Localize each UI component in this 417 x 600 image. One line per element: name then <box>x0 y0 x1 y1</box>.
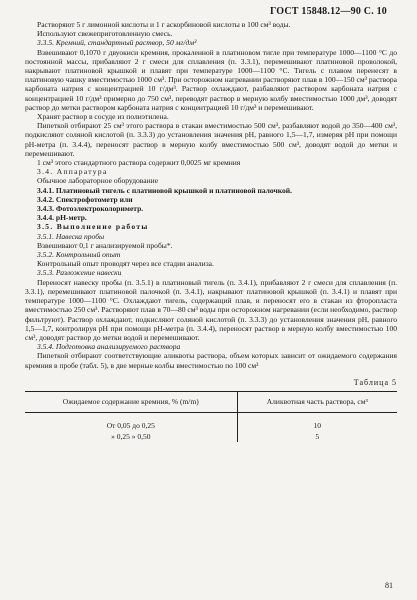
paragraph: Хранят раствор в сосуде из полиэтилена. <box>37 112 169 122</box>
paragraph: Переносят навеску пробы (п. 3.5.1) в платиновый тигель (п. 3.4.1), прибавляют 2 г смеси для сплавления (п. 3.3.1), перемешивают платиновой палочкой (п. 3.4.1), накрывают платиновой крышкой (п. 3.4.1) и плавят при температуре 1000—1100 °С. Охлаждают тигель, содержащий плав, и переносят его в стакан из фторопласта вместимостью 250 см³. Растворяют плав в 70—80 см³ воды при осторожном нагревании (если необходимо, раствор фильтруют). Раствор охлаждают, подкисляют соляной кислотой (п. 3.3.3) до установления значения рН, равного 1,5—1,7, контролируя рН при помощи рН-метра (п. 3.4.4), переносят раствор в мерную колбу вместимостью 100 см³, доводят раствор до метки водой и перемешивают. <box>25 277 397 342</box>
section-heading: 3.5.4. Подготовка анализируемого раствора <box>37 342 181 352</box>
paragraph: Взвешивают 0,1 г анализируемой пробы*. <box>37 240 173 250</box>
data-table <box>25 391 397 442</box>
paragraph: Обычное лабораторное оборудование <box>37 176 159 186</box>
table-header-cell: Аликвотная часть раствора, см³ <box>237 391 397 412</box>
table-row <box>25 431 397 442</box>
list-item: 3.4.3. Фотоэлектроколориметр. <box>37 204 144 214</box>
paragraph: Пипеткой отбирают соответствующие аликвоты раствора, объем которых зависит от ожидаемого содержания кремния в пробе (табл. 5), в две мерные колбы вместимостью по 100 см³ <box>25 351 397 370</box>
page-header: ГОСТ 15848.12—90 С. 10 <box>269 6 387 17</box>
paragraph: Используют свежеприготовленную смесь. <box>37 29 173 39</box>
list-item: 3.4.4. рН-метр. <box>37 213 87 223</box>
paragraph: Пипеткой отбирают 25 см³ этого раствора в стакан вместимостью 500 см³, разбавляют водой до 350—400 см³, подкисляют соляной кислотой (п. 3.3.3) до установления значения рН, равного 1,5—1,7, измеряя рН при помощи рН-метра (п. 3.4.4), переносят раствор в мерную колбу вместимостью 500 см³, доводят водой до метки и перемешивают. <box>25 121 397 158</box>
section-heading: 3.3.5. Кремний, стандартный раствор, 50 мг/дм³ <box>37 38 197 48</box>
table-cell: 5 <box>315 431 320 441</box>
section-heading: 3.5.3. Разложение навески <box>37 268 122 278</box>
table-cell: 10 <box>313 420 322 430</box>
section-heading: 3.5.1. Навеска пробы <box>37 231 105 241</box>
table-header-row <box>25 391 397 412</box>
page-body <box>25 20 397 442</box>
table-row <box>25 412 397 431</box>
list-item: 3.4.2. Спектрофотометр или <box>37 194 133 204</box>
table-cell: » 0,25 » 0,50 <box>25 431 237 442</box>
table-cell: От 0,05 до 0,25 <box>25 412 237 431</box>
paragraph: Растворяют 5 г лимонной кислоты и 1 г аскорбиновой кислоты в 100 см³ воды. <box>37 20 291 29</box>
table-caption: Таблица 5 <box>353 377 397 387</box>
paragraph: Взвешивают 0,1070 г двуокиси кремния, прокаленной в платиновом тигле при температуре 1000—1100 °С до постоянной массы, прибавляют 2 г смеси для сплавления (п. 3.3.1), перемешивают платиновой проволокой, накрывают платиновой крышкой и плавят при температуре 1000—1100 °С. Тигель с плавом перенесят в платиновую чашку вместимостью 1000 см³. При осторожном нагревании растворяют плав в 100—150 см³ раствора карбоната натрия с концентрацией 10 г/дм³. Раствор охлаждают, разбавляют раствором карбоната натрия с концентрацией 10 г/дм³ примерно до 750 см³, переводят раствор в мерную колбу вместимостью 1000 дм³, доводят раствор до метки раствором карбоната натрия с концентрацией 10 г/дм³ и перемешивают. <box>25 47 397 112</box>
section-heading: 3.5. Выполнение работы <box>37 222 149 232</box>
section-heading: 3.4. Аппаратура <box>37 167 108 177</box>
list-item: 3.4.1. Платиновый тигель с платиновой крышкой и платиновой палочкой. <box>37 185 293 195</box>
table-header-cell: Ожидаемое содержание кремния, % (m/m) <box>25 391 237 412</box>
paragraph: Контрольный опыт проводят через все стадии анализа. <box>37 259 214 269</box>
paragraph: 1 см³ этого стандартного раствора содержит 0,0025 мг кремния <box>37 158 241 168</box>
section-heading: 3.5.2. Контрольный опыт <box>37 250 121 260</box>
page-number: 81 <box>385 581 393 590</box>
